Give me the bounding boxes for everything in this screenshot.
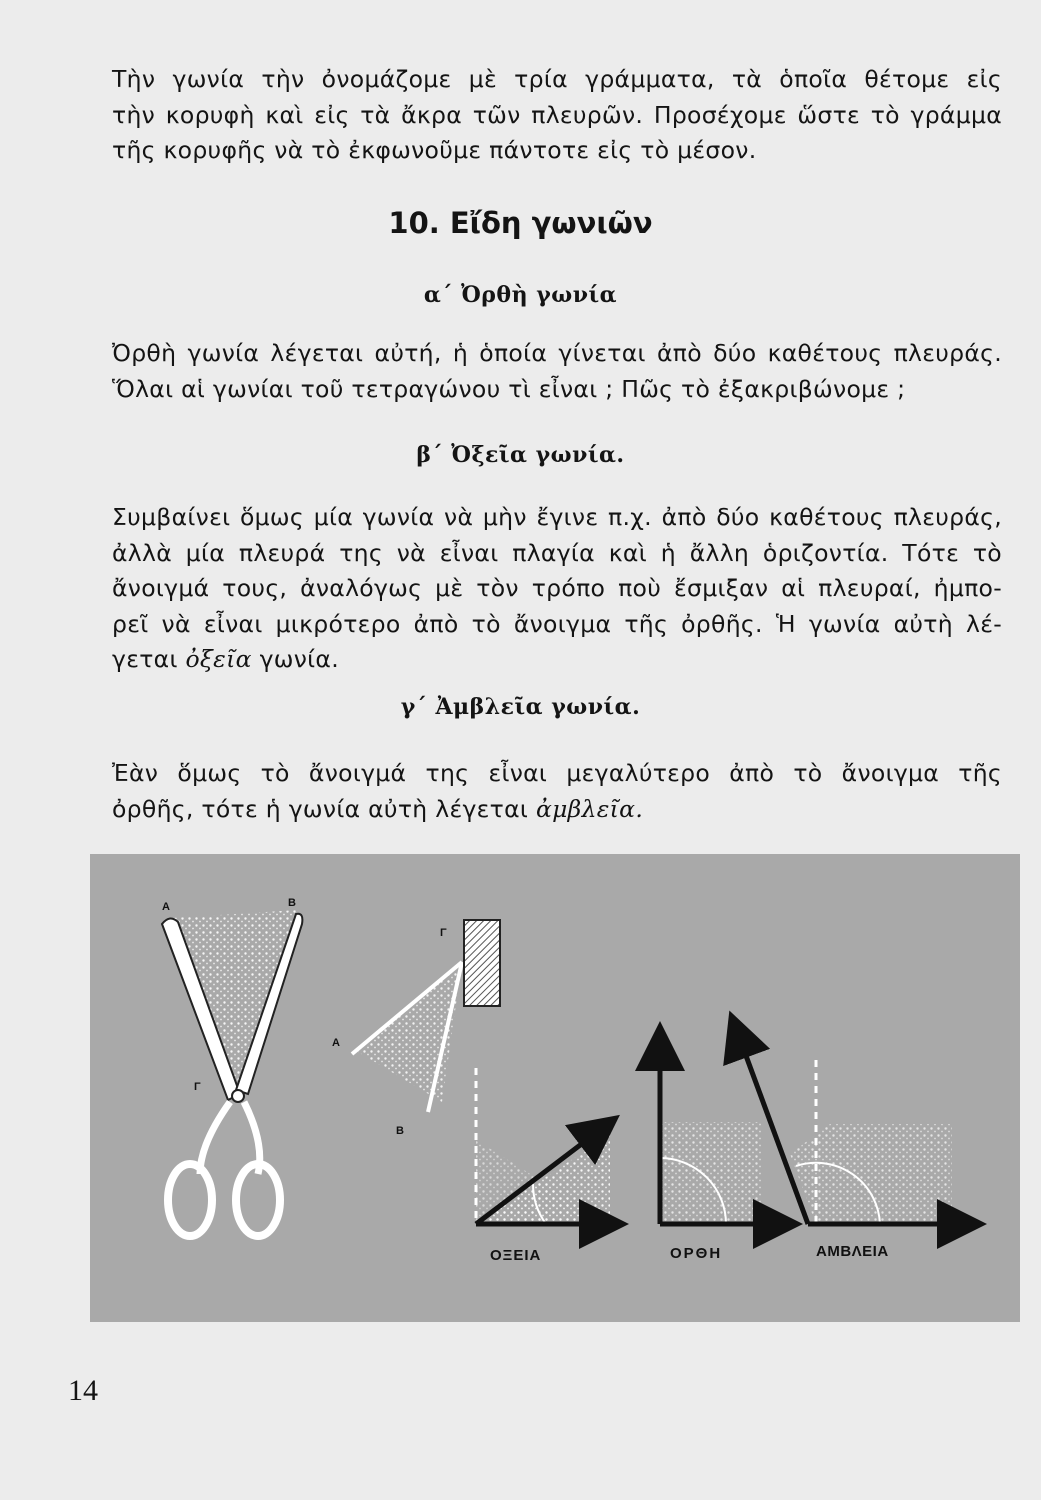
right-angle-line: Ὀρθὴ γωνία λέγεται αὐτή, ἡ ὁποία γίνεται ἀπὸ δύο καθέτους πλευράς. bbox=[112, 339, 1002, 367]
acute-angle-drawing bbox=[476, 1068, 610, 1264]
caption-right: ΟΡΘΗ bbox=[670, 1245, 723, 1262]
page-number: 14 bbox=[68, 1374, 98, 1407]
illustration-svg bbox=[90, 854, 1020, 1322]
lamp-box bbox=[464, 920, 500, 1006]
obtuse-shade bbox=[790, 1124, 952, 1224]
beam-label-b: Β bbox=[396, 1125, 404, 1137]
scissors-ring-right bbox=[236, 1164, 280, 1236]
intro-paragraph bbox=[112, 62, 1002, 169]
intro-line: τῆς κορυφῆς νὰ τὸ ἐκφωνοῦμε πάντοτε εἰς τὸ μέσον. bbox=[112, 136, 757, 164]
right-angle-paragraph bbox=[112, 336, 1002, 407]
acute-angle-title bbox=[0, 442, 1041, 468]
scissors-pivot bbox=[232, 1090, 244, 1102]
intro-line: Τὴν γωνία τὴν ὀνομάζομε μὲ τρία γράμματα, τὰ ὁποῖα θέτομε εἰς bbox=[112, 65, 1002, 93]
caption-obtuse: ΑΜΒΛΕΙΑ bbox=[816, 1243, 889, 1260]
right-angle-title-text: α΄ Ὀρθὴ γωνία bbox=[423, 282, 618, 308]
obtuse-line2-prefix: ὀρθῆς, τότε ἡ γωνία αὐτὴ λέγεται bbox=[112, 794, 529, 823]
right-angle-drawing bbox=[660, 1046, 778, 1262]
scissors-label-c: Γ bbox=[194, 1081, 201, 1093]
acute-angle-line: Συμβαίνει ὅμως μία γωνία νὰ μὴν ἔγινε π.χ. ἀπὸ δύο καθέτους πλευράς, bbox=[112, 503, 1002, 531]
scissors-handle-left bbox=[200, 1102, 230, 1174]
right-shade bbox=[660, 1122, 762, 1224]
acute-angle-line: ρεῖ νὰ εἶναι μικρότερο ἀπὸ τὸ ἄνοιγμα τῆς ὀρθῆς. Ἡ γωνία αὐτὴ λέ- bbox=[112, 609, 1002, 638]
obtuse-angle-title bbox=[0, 694, 1041, 720]
scissors-ring-left bbox=[168, 1164, 212, 1236]
caption-acute: ΟΞΕΙΑ bbox=[490, 1247, 542, 1264]
acute-angle-last-suffix: γωνία. bbox=[259, 645, 339, 673]
beam-label-c: Γ bbox=[440, 927, 447, 939]
right-angle-line: Ὅλαι αἱ γωνίαι τοῦ τετραγώνου τὶ εἶναι ; Πῶς τὸ ἐξακριβώνομε ; bbox=[112, 374, 906, 403]
acute-angle-last-prefix: γεται bbox=[112, 645, 178, 673]
scissors-drawing bbox=[162, 897, 302, 1236]
beam-label-a: Α bbox=[332, 1037, 340, 1049]
acute-angle-line: ἀλλὰ μία πλευρά της νὰ εἶναι πλαγία καὶ ἡ ἄλλη ὁριζοντία. Τότε τὸ bbox=[112, 538, 1002, 567]
obtuse-term: ἀμβλεῖα. bbox=[535, 794, 644, 823]
scissors-label-b: Β bbox=[288, 897, 296, 909]
scissors-label-a: Α bbox=[162, 901, 170, 913]
angles-illustration bbox=[90, 854, 1020, 1322]
acute-angle-title-text: β΄ Ὀξεῖα γωνία. bbox=[416, 442, 625, 468]
acute-term: ὀξεῖα bbox=[185, 645, 252, 673]
right-angle-title bbox=[0, 282, 1041, 308]
intro-line: τὴν κορυφὴ καὶ εἰς τὰ ἄκρα τῶν πλευρῶν. Προσέχομε ὥστε τὸ γράμμα bbox=[112, 100, 1002, 129]
beam-drawing bbox=[332, 920, 500, 1137]
obtuse-angle-paragraph bbox=[112, 756, 1002, 827]
section-title: 10. Εἴδη γωνιῶν bbox=[388, 206, 653, 240]
acute-angle-line: ἄνοιγμά τους, ἀναλόγως μὲ τὸν τρόπο ποὺ ἔσμιξαν αἱ πλευραί, ἠμπο- bbox=[112, 574, 1002, 602]
obtuse-angle-line bbox=[112, 792, 1002, 828]
acute-angle-last-line bbox=[112, 642, 1002, 678]
obtuse-angle-line: Ἐὰν ὅμως τὸ ἄνοιγμά της εἶναι μεγαλύτερο ἀπὸ τὸ ἄνοιγμα τῆς bbox=[112, 759, 1002, 787]
acute-angle-paragraph bbox=[112, 500, 1002, 678]
obtuse-angle-title-text: γ΄ Ἀμβλεῖα γωνία. bbox=[400, 694, 641, 720]
